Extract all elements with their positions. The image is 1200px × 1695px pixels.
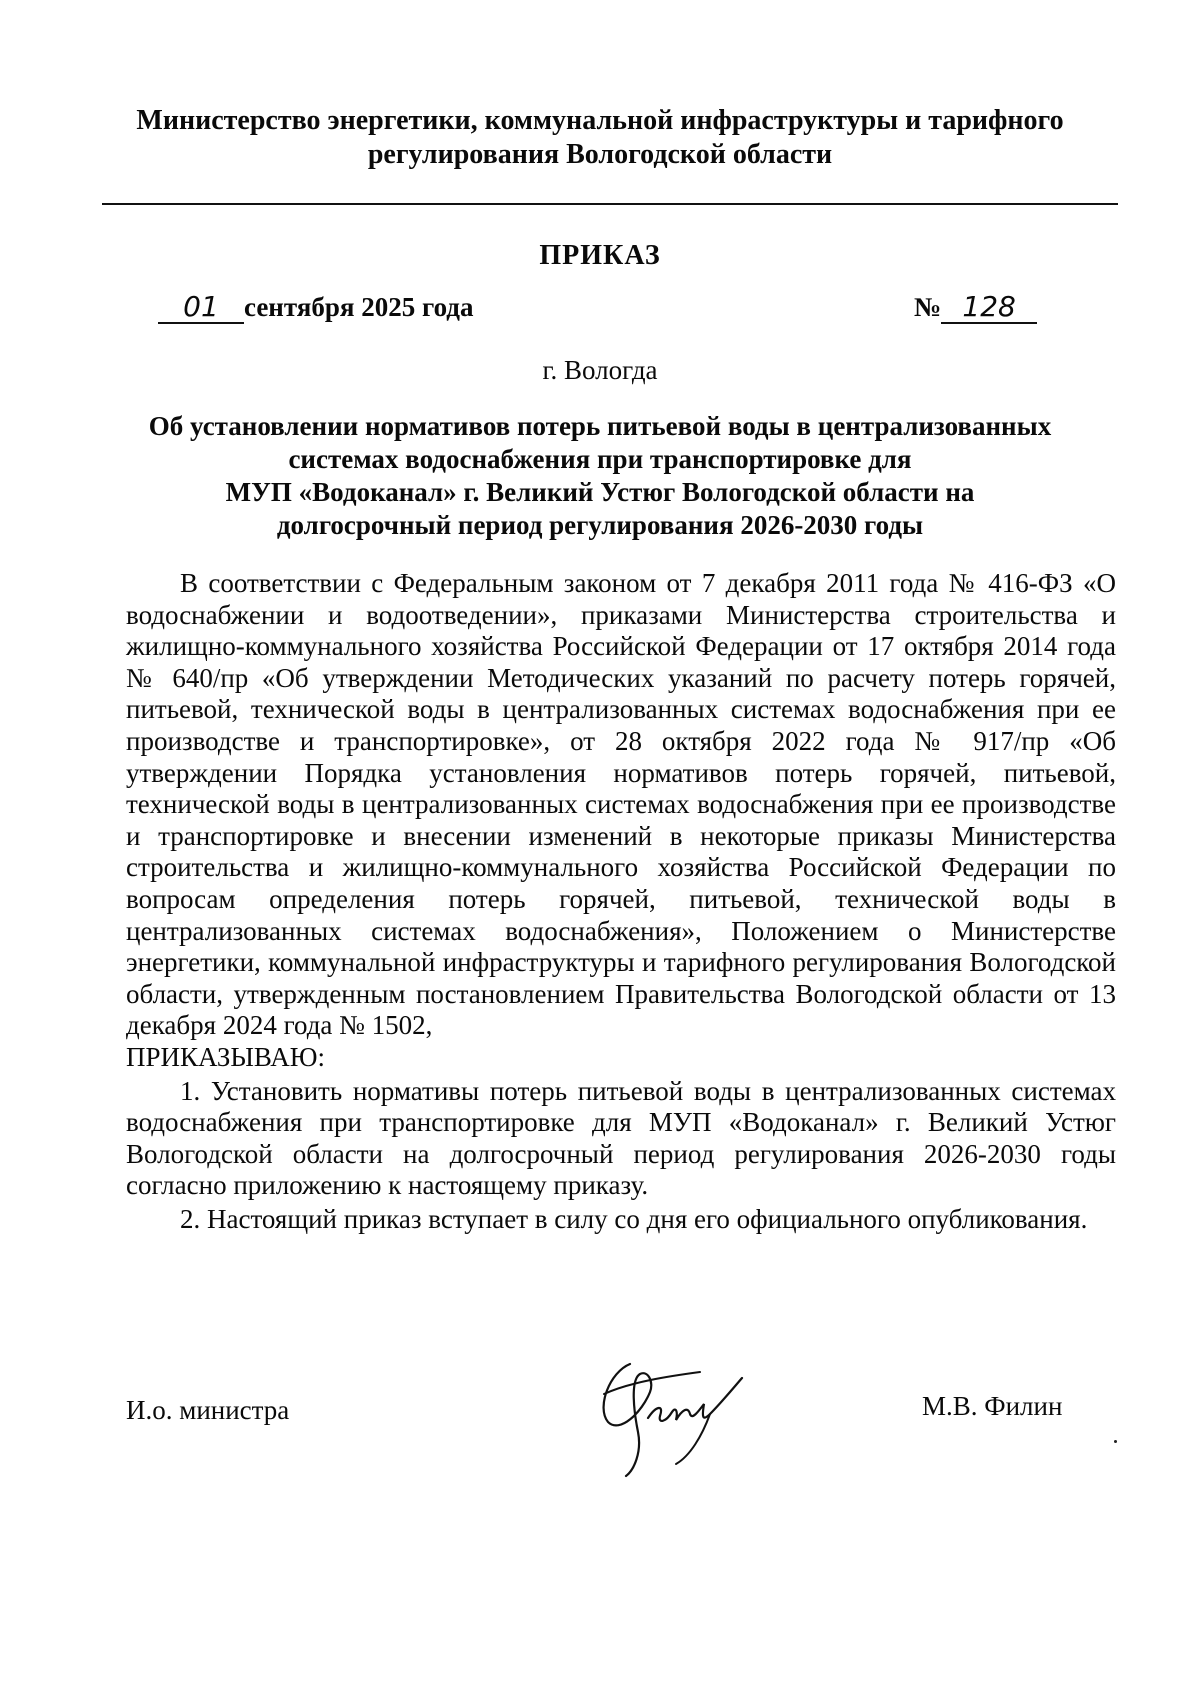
document-title	[120, 410, 1080, 542]
number-label: №	[914, 292, 942, 322]
date-month-year: сентября 2025 года	[244, 292, 474, 322]
order-item-1: 1. Установить нормативы потерь питьевой воды в централизованных системах водоснабжения при транспортировке для МУП «Водоканал» г. Великий Устюг Вологодской области на долгосрочный период регулирования 2026-2030 годы согласно приложению к настоящему приказу.	[126, 1075, 1116, 1201]
signer-position: И.о. министра	[126, 1395, 290, 1425]
handwritten-signature	[590, 1352, 770, 1482]
header-divider	[102, 203, 1118, 205]
document-city: г. Вологда	[542, 355, 658, 385]
title-line-1: Об установлении нормативов потерь питьевой воды в централизованных	[148, 411, 1052, 441]
document-body	[126, 568, 1116, 1235]
ministry-line-2: регулирования Вологодской области	[367, 139, 833, 170]
scan-speck	[1114, 1440, 1117, 1443]
date-day-handwritten: 01	[158, 292, 244, 324]
decree-word: ПРИКАЗЫВАЮ:	[126, 1041, 325, 1072]
title-line-4: долгосрочный период регулирования 2026-2030 годы	[276, 510, 924, 540]
document-date	[158, 292, 473, 324]
number-value-handwritten: 128	[941, 292, 1037, 324]
title-line-2: системах водоснабжения при транспортировке для	[288, 444, 912, 474]
ministry-line-1: Министерство энергетики, коммунальной инфраструктуры и тарифного	[136, 105, 1064, 136]
document-type: ПРИКАЗ	[539, 240, 661, 271]
signer-name: М.В. Филин	[922, 1391, 1063, 1421]
preamble-paragraph: В соответствии с Федеральным законом от 7 декабря 2011 года № 416-ФЗ «О водоснабжении и водоотведении», приказами Министерства строительства и жилищно-коммунального хозяйства Российской Федерации от 17 октября 2014 года № 640/пр «Об утверждении Методических указаний по расчету потерь горячей, питьевой, технической воды в централизованных системах водоснабжения при ее производстве и транспортировке», от 28 октября 2022 года № 917/пр «Об утверждении Порядка установления нормативов потерь горячей, питьевой, технической воды в централизованных системах водоснабжения при ее производстве и транспортировке и внесении изменений в некоторые приказы Министерства строительства и жилищно-коммунального хозяйства Российской Федерации по вопросам определения потерь горячей, питьевой, технической воды в централизованных системах водоснабжения», Положением о Министерстве энергетики, коммунальной инфраструктуры и тарифного регулирования Вологодской области, утвержденным постановлением Правительства Вологодской области от 13 декабря 2024 года № 1502,	[126, 568, 1116, 1041]
ministry-header	[100, 104, 1100, 172]
title-line-3: МУП «Водоканал» г. Великий Устюг Вологодской области на	[225, 477, 975, 507]
document-number	[914, 292, 1037, 324]
order-item-2: 2. Настоящий приказ вступает в силу со дня его официального опубликования.	[180, 1203, 1088, 1234]
